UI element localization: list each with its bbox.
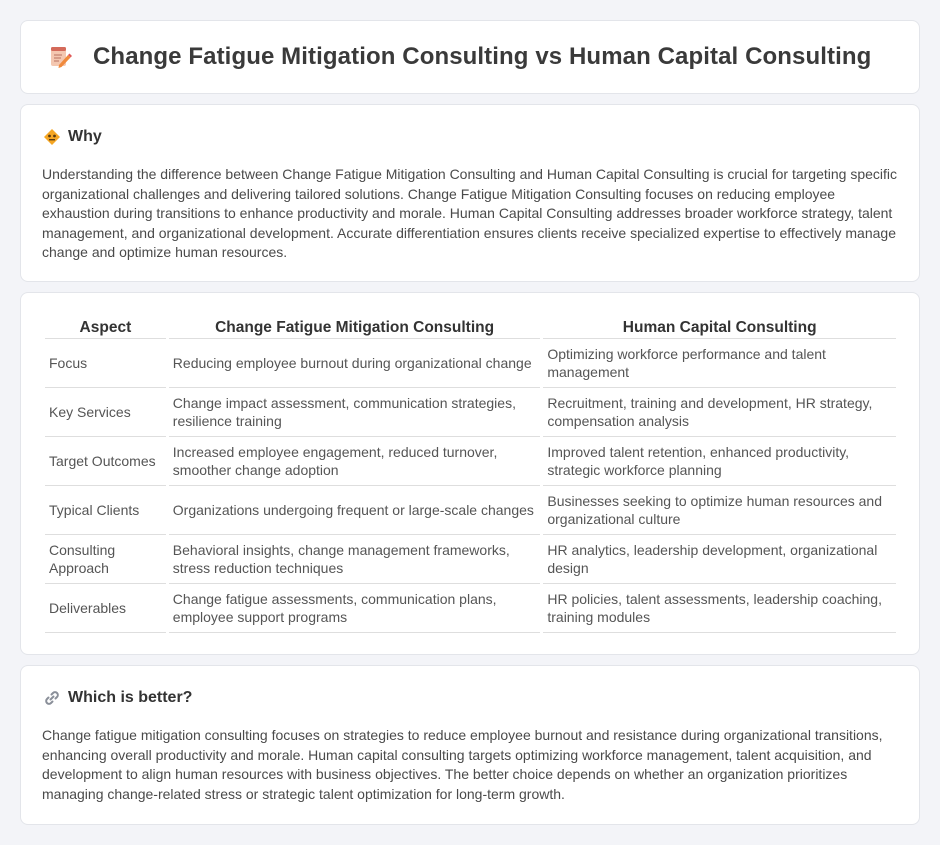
cell-change-fatigue: Increased employee engagement, reduced turnover, smoother change adoption (169, 437, 541, 486)
comparison-table (42, 315, 899, 633)
cell-change-fatigue: Change impact assessment, communication strategies, resilience training (169, 388, 541, 437)
header-aspect: Aspect (45, 315, 166, 339)
why-text: Understanding the difference between Change Fatigue Mitigation Consulting and Human Capital Consulting is crucial for targeting specific organizational challenges and delivering tailored solutions. Change Fatigue Mitigation Consulting focuses on reducing employee exhaustion during transitions to enhance productivity and morale. Human Capital Consulting addresses broader workforce strategy, talent management, and organizational development. Accurate differentiation ensures clients receive specialized expertise to effectively manage change and optimize human resources. (42, 166, 898, 261)
cell-change-fatigue: Change fatigue assessments, communication plans, employee support programs (169, 584, 541, 633)
table-row (45, 584, 896, 633)
cell-aspect: Deliverables (45, 584, 166, 633)
header-change-fatigue: Change Fatigue Mitigation Consulting (169, 315, 541, 339)
why-section (20, 104, 920, 282)
cell-aspect: Consulting Approach (45, 535, 166, 584)
cell-change-fatigue: Organizations undergoing frequent or large-scale changes (169, 486, 541, 535)
cell-change-fatigue: Behavioral insights, change management frameworks, stress reduction techniques (169, 535, 541, 584)
comparison-table-card (20, 292, 920, 655)
cell-aspect: Focus (45, 339, 166, 388)
page-title: Change Fatigue Mitigation Consulting vs Human Capital Consulting (93, 43, 872, 70)
table-header-row (45, 315, 896, 339)
table-row (45, 437, 896, 486)
table-row (45, 388, 896, 437)
cell-human-capital: Businesses seeking to optimize human resources and organizational culture (543, 486, 896, 535)
cell-aspect: Typical Clients (45, 486, 166, 535)
better-section (20, 665, 920, 825)
link-icon (43, 689, 61, 707)
cell-human-capital: Optimizing workforce performance and talent management (543, 339, 896, 388)
cell-aspect: Target Outcomes (45, 437, 166, 486)
cell-human-capital: HR policies, talent assessments, leadership coaching, training modules (543, 584, 896, 633)
cell-human-capital: Improved talent retention, enhanced productivity, strategic workforce planning (543, 437, 896, 486)
cell-change-fatigue: Reducing employee burnout during organizational change (169, 339, 541, 388)
cell-human-capital: Recruitment, training and development, HR strategy, compensation analysis (543, 388, 896, 437)
better-title: Which is better? (68, 689, 193, 706)
table-row (45, 535, 896, 584)
why-title: Why (68, 128, 102, 145)
warning-diamond-icon (43, 128, 61, 146)
header-human-capital: Human Capital Consulting (543, 315, 896, 339)
table-row (45, 486, 896, 535)
table-row (45, 339, 896, 388)
cell-human-capital: HR analytics, leadership development, organizational design (543, 535, 896, 584)
document-edit-icon (47, 44, 73, 70)
better-text: Change fatigue mitigation consulting focuses on strategies to reduce employee burnout and resistance during organizational transitions, enhancing overall productivity and morale. Human capital consulting targets optimizing workforce management, talent acquisition, and development to align human resources with business objectives. The better choice depends on whether an organization prioritizes managing change-related stress or strategic talent optimization for long-term growth. (42, 727, 883, 802)
header-card (20, 20, 920, 94)
cell-aspect: Key Services (45, 388, 166, 437)
